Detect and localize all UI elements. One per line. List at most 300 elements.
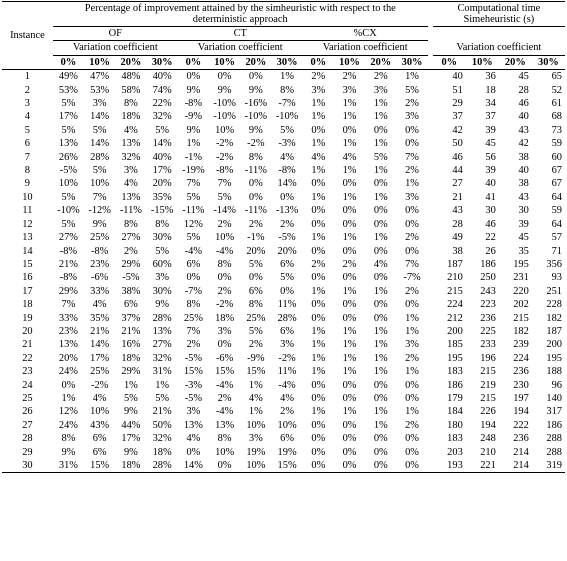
ct-cell: -8% <box>184 98 203 110</box>
ct-cell: -16% <box>244 98 268 110</box>
cx-cell: 1% <box>311 165 326 177</box>
time-cell: 27 <box>452 178 463 190</box>
ct-cell: 20% <box>246 245 266 257</box>
ct-cell: -11% <box>182 205 205 217</box>
ct-cell: 5% <box>186 191 201 203</box>
instance-cell: 10 <box>22 191 33 203</box>
of-cell: 40% <box>152 71 172 83</box>
time-cell: 236 <box>480 312 496 324</box>
ct-cell: -6% <box>215 352 234 364</box>
level-of-20: 20% <box>115 55 146 69</box>
cx-cell: 0% <box>342 245 357 257</box>
instance-cell: 15 <box>22 258 33 270</box>
cx-cell: 2% <box>311 258 326 270</box>
cx-cell: 4% <box>373 258 388 270</box>
ct-cell: -11% <box>244 165 267 177</box>
ct-cell: 0% <box>248 191 263 203</box>
cx-cell: 2% <box>311 71 326 83</box>
cx-cell: 0% <box>405 446 419 458</box>
level-ct-20: 20% <box>240 55 271 69</box>
cx-cell: 0% <box>373 124 388 136</box>
time-cell: 36 <box>485 71 496 83</box>
cx-cell: 3% <box>373 84 388 96</box>
cx-cell: 1% <box>373 352 388 364</box>
time-cell: 182 <box>546 312 562 324</box>
of-cell: 3% <box>123 165 138 177</box>
level-cx-20: 20% <box>365 55 396 69</box>
ct-cell: -8% <box>278 165 296 177</box>
time-cell: 28 <box>518 84 529 96</box>
cx-cell: 1% <box>342 325 357 337</box>
instance-cell: 17 <box>22 285 33 297</box>
cx-cell: -7% <box>403 272 421 284</box>
of-cell: 32% <box>152 352 172 364</box>
cx-cell: 0% <box>405 138 419 150</box>
instance-cell: 6 <box>24 138 30 150</box>
cx-cell: 0% <box>373 433 388 445</box>
computational-time-title: Computational time Simeheuristic (s) <box>433 2 565 27</box>
instance-cell: 18 <box>22 299 33 311</box>
instance-cell: 23 <box>22 366 33 378</box>
improvement-title: Percentage of improvement attained by the simheuristic with respect to the deterministic approach <box>53 2 428 27</box>
of-cell: 22% <box>152 98 172 110</box>
of-cell: 6% <box>92 433 107 445</box>
of-cell: -10% <box>57 205 80 217</box>
ct-cell: 11% <box>277 366 297 378</box>
time-cell: 39 <box>485 124 496 136</box>
cx-cell: 1% <box>342 191 357 203</box>
cx-cell: 1% <box>342 339 357 351</box>
ct-cell: 9% <box>248 84 263 96</box>
time-cell: 60 <box>551 151 562 163</box>
instance-cell: 9 <box>24 178 30 190</box>
time-cell: 203 <box>447 446 463 458</box>
time-cell: 239 <box>513 339 529 351</box>
time-cell: 319 <box>532 459 565 473</box>
cx-cell: 1% <box>342 406 357 418</box>
cx-cell: 1% <box>311 98 326 110</box>
ct-cell: 2% <box>217 285 232 297</box>
of-cell: 18% <box>121 352 141 364</box>
time-cell: 50 <box>452 138 463 150</box>
cx-cell: 0% <box>373 245 388 257</box>
cx-cell: 2% <box>405 165 419 177</box>
of-cell: 28% <box>90 151 110 163</box>
instance-header: Instance <box>2 2 53 70</box>
time-cell: 188 <box>546 366 562 378</box>
cx-cell: 1% <box>342 111 357 123</box>
level-of-10: 10% <box>84 55 115 69</box>
of-cell: 26% <box>58 151 78 163</box>
time-cell: 44 <box>452 165 463 177</box>
of-cell: 24% <box>58 366 78 378</box>
time-cell: 37 <box>452 111 463 123</box>
ct-cell: 10% <box>215 232 235 244</box>
of-cell: 30% <box>152 232 172 244</box>
of-cell: 2% <box>123 245 138 257</box>
cx-cell: 1% <box>373 111 388 123</box>
cx-cell: 1% <box>373 366 388 378</box>
table-header <box>2 2 565 70</box>
time-cell: 195 <box>447 352 463 364</box>
instance-cell: 2 <box>24 84 30 96</box>
ct-cell: 15% <box>271 459 302 473</box>
of-cell: 40% <box>152 151 172 163</box>
time-cell: 202 <box>513 299 529 311</box>
variation-coefficient-ct: Variation coefficient <box>178 41 303 55</box>
cx-cell: 7% <box>405 258 419 270</box>
ct-cell: -13% <box>275 205 299 217</box>
time-cell: 71 <box>551 245 562 257</box>
cx-cell: 0% <box>405 245 419 257</box>
of-cell: 33% <box>58 312 78 324</box>
time-cell: 194 <box>513 406 529 418</box>
of-cell: 32% <box>152 111 172 123</box>
of-cell: 5% <box>61 124 76 136</box>
level-time-20: 20% <box>499 55 532 69</box>
time-cell: 210 <box>447 272 463 284</box>
ct-cell: 5% <box>186 232 201 244</box>
of-cell: 60% <box>152 258 172 270</box>
ct-cell: 15% <box>246 366 266 378</box>
instance-cell: 4 <box>24 111 30 123</box>
time-cell: 184 <box>447 406 463 418</box>
ct-cell: 25% <box>246 312 266 324</box>
table-row <box>2 151 565 164</box>
table-row <box>2 459 565 473</box>
cx-cell: 1% <box>342 165 357 177</box>
time-cell: 288 <box>546 433 562 445</box>
ct-cell: 0% <box>217 272 232 284</box>
of-cell: 1% <box>61 392 76 404</box>
ct-cell: -14% <box>213 205 236 217</box>
time-cell: 224 <box>513 352 529 364</box>
cx-cell: 2% <box>405 232 419 244</box>
ct-cell: -8% <box>215 165 234 177</box>
ct-cell: 6% <box>280 433 294 445</box>
instance-cell: 24 <box>22 379 33 391</box>
cx-cell: 0% <box>311 178 326 190</box>
cx-cell: 4% <box>311 151 326 163</box>
time-cell: 219 <box>480 379 496 391</box>
time-cell: 73 <box>551 124 562 136</box>
ct-cell: 0% <box>186 71 201 83</box>
of-cell: 5% <box>92 165 107 177</box>
ct-cell: -10% <box>244 111 268 123</box>
ct-cell: -10% <box>213 98 236 110</box>
of-cell: 1% <box>123 379 138 391</box>
cx-cell: 1% <box>311 352 326 364</box>
of-cell: 18% <box>121 111 141 123</box>
of-cell: 7% <box>92 191 107 203</box>
of-cell: 10% <box>58 178 78 190</box>
of-cell: 53% <box>58 84 78 96</box>
instance-cell: 5 <box>24 124 30 136</box>
ct-cell: 15% <box>183 366 203 378</box>
level-ct-30: 30% <box>271 55 302 69</box>
ct-cell: 3% <box>248 433 263 445</box>
table-row <box>2 231 565 244</box>
ct-cell: 2% <box>280 406 294 418</box>
ct-cell: 25% <box>183 312 203 324</box>
time-cell: 186 <box>480 258 496 270</box>
time-cell: 35 <box>518 245 529 257</box>
level-cx-10: 10% <box>334 55 365 69</box>
of-cell: 8% <box>155 218 170 230</box>
time-cell: 215 <box>480 366 496 378</box>
time-cell: 30 <box>485 205 496 217</box>
ct-cell: 13% <box>183 419 203 431</box>
cx-cell: 1% <box>405 178 419 190</box>
of-cell: 9% <box>92 218 107 230</box>
variation-coefficient-cx: Variation coefficient <box>303 41 428 55</box>
cx-cell: 0% <box>311 312 326 324</box>
cx-cell: 2% <box>342 258 357 270</box>
of-cell: 37% <box>121 312 141 324</box>
ct-cell: 28% <box>277 312 297 324</box>
level-ct-10: 10% <box>209 55 240 69</box>
ct-cell: -4% <box>215 406 234 418</box>
time-cell: 67 <box>551 178 562 190</box>
instance-cell: 20 <box>22 325 33 337</box>
cx-cell: 2% <box>405 419 419 431</box>
of-cell: 4% <box>92 299 107 311</box>
of-cell: 28% <box>147 459 178 473</box>
ct-cell: 19% <box>246 446 266 458</box>
time-cell: 46 <box>485 218 496 230</box>
of-cell: 5% <box>155 392 170 404</box>
table-row <box>2 392 565 405</box>
of-cell: 15% <box>84 459 115 473</box>
table-row <box>2 352 565 365</box>
ct-cell: 10% <box>240 459 271 473</box>
time-cell: 231 <box>513 272 529 284</box>
ct-cell: -10% <box>275 111 299 123</box>
of-cell: 9% <box>123 446 138 458</box>
time-cell: 29 <box>452 98 463 110</box>
cx-cell: 0% <box>342 205 357 217</box>
ct-cell: -10% <box>213 111 236 123</box>
cx-cell: 0% <box>311 205 326 217</box>
time-cell: 21 <box>452 191 463 203</box>
of-cell: 5% <box>61 191 76 203</box>
of-cell: 6% <box>92 446 107 458</box>
instance-cell: 3 <box>24 98 30 110</box>
cx-cell: 0% <box>342 419 357 431</box>
of-cell: 21% <box>121 325 141 337</box>
cx-cell: 0% <box>373 312 388 324</box>
table-row <box>2 204 565 217</box>
time-cell: 59 <box>551 205 562 217</box>
ct-cell: 10% <box>215 446 235 458</box>
cx-cell: 1% <box>311 191 326 203</box>
of-cell: 21% <box>90 325 110 337</box>
ct-cell: 8% <box>280 84 294 96</box>
ct-cell: 10% <box>277 419 297 431</box>
time-cell: 223 <box>480 299 496 311</box>
level-time-0: 0% <box>433 55 466 69</box>
table-row <box>2 405 565 418</box>
table-row <box>2 97 565 110</box>
of-cell: -15% <box>150 205 174 217</box>
ct-cell: 5% <box>280 272 294 284</box>
variation-coefficient-of: Variation coefficient <box>53 41 178 55</box>
cx-cell: 0% <box>342 433 357 445</box>
table-row <box>2 325 565 338</box>
ct-cell: -1% <box>247 232 265 244</box>
ct-cell: -9% <box>247 352 265 364</box>
ct-cell: 0% <box>280 285 294 297</box>
of-cell: 5% <box>61 98 76 110</box>
of-cell: -5% <box>59 165 78 177</box>
cx-cell: 1% <box>405 366 419 378</box>
cx-cell: 1% <box>373 98 388 110</box>
of-cell: 14% <box>90 138 110 150</box>
ct-cell: 5% <box>217 191 232 203</box>
cx-cell: 1% <box>311 339 326 351</box>
time-cell: 38 <box>452 245 463 257</box>
ct-cell: -2% <box>278 352 296 364</box>
time-cell: 220 <box>513 285 529 297</box>
time-cell: 43 <box>452 205 463 217</box>
time-cell: 221 <box>466 459 499 473</box>
percent-levels-row <box>2 55 565 69</box>
cx-cell: 0% <box>373 205 388 217</box>
cx-cell: 2% <box>405 98 419 110</box>
cx-cell: 2% <box>373 71 388 83</box>
time-cell: 215 <box>513 312 529 324</box>
of-cell: 21% <box>152 406 172 418</box>
of-cell: 20% <box>58 352 78 364</box>
instance-cell: 29 <box>22 446 33 458</box>
time-cell: 233 <box>480 339 496 351</box>
of-cell: 13% <box>152 325 172 337</box>
table-row <box>2 110 565 123</box>
time-cell: 182 <box>513 325 529 337</box>
of-cell: -6% <box>91 272 109 284</box>
cx-cell: 1% <box>311 406 326 418</box>
instance-cell: 28 <box>22 433 33 445</box>
of-cell: 48% <box>121 71 141 83</box>
of-cell: 43% <box>90 419 110 431</box>
time-cell: 38 <box>518 178 529 190</box>
cx-cell: 1% <box>373 232 388 244</box>
of-cell: 17% <box>58 111 78 123</box>
of-cell: 23% <box>58 325 78 337</box>
ct-cell: 5% <box>248 325 263 337</box>
ct-cell: 2% <box>217 218 232 230</box>
cx-cell: 0% <box>311 379 326 391</box>
of-cell: 50% <box>152 419 172 431</box>
of-cell: 3% <box>92 98 107 110</box>
instance-cell: 11 <box>22 205 33 217</box>
time-cell: 46 <box>518 98 529 110</box>
time-cell: 193 <box>433 459 466 473</box>
of-cell: 5% <box>92 124 107 136</box>
time-cell: 215 <box>480 392 496 404</box>
of-cell: -8% <box>91 245 109 257</box>
ct-cell: 14% <box>277 178 297 190</box>
table-row <box>2 164 565 177</box>
ct-cell: -4% <box>215 379 234 391</box>
ct-cell: 4% <box>280 151 294 163</box>
time-cell: 96 <box>551 379 562 391</box>
cx-cell: 1% <box>311 138 326 150</box>
ct-cell: 6% <box>280 325 294 337</box>
cx-cell: 0% <box>405 379 419 391</box>
of-cell: 29% <box>121 366 141 378</box>
level-cx-0: 0% <box>303 55 334 69</box>
ct-cell: 3% <box>217 325 232 337</box>
of-cell: 13% <box>58 339 78 351</box>
ct-cell: 11% <box>277 299 297 311</box>
ct-cell: 2% <box>186 339 201 351</box>
ct-cell: 9% <box>186 84 201 96</box>
time-cell: 197 <box>513 392 529 404</box>
instance-cell: 16 <box>22 272 33 284</box>
cx-cell: 1% <box>311 232 326 244</box>
cx-cell: 0% <box>342 299 357 311</box>
table-row <box>2 271 565 284</box>
ct-cell: -9% <box>184 111 203 123</box>
cx-cell: 1% <box>311 285 326 297</box>
time-cell: 179 <box>447 392 463 404</box>
cx-cell: 0% <box>373 392 388 404</box>
ct-cell: 8% <box>248 299 263 311</box>
cx-cell: 2% <box>405 285 419 297</box>
results-table <box>2 1 565 473</box>
ct-cell: -5% <box>278 232 296 244</box>
of-cell: 5% <box>155 124 170 136</box>
ct-cell: 9% <box>217 84 232 96</box>
of-cell: 9% <box>155 299 170 311</box>
table-row <box>2 338 565 351</box>
cx-cell: 1% <box>342 366 357 378</box>
time-cell: 42 <box>518 138 529 150</box>
ct-cell: 6% <box>186 258 201 270</box>
time-cell: 187 <box>447 258 463 270</box>
cx-cell: 3% <box>311 84 326 96</box>
ct-cell: 1% <box>248 406 263 418</box>
ct-cell: 3% <box>186 406 201 418</box>
of-cell: 32% <box>121 151 141 163</box>
time-cell: 194 <box>480 419 496 431</box>
level-ct-0: 0% <box>178 55 209 69</box>
time-cell: 43 <box>518 124 529 136</box>
time-cell: 42 <box>452 124 463 136</box>
time-cell: 38 <box>518 151 529 163</box>
cx-cell: 0% <box>373 446 388 458</box>
cx-cell: 0% <box>342 178 357 190</box>
of-cell: 13% <box>58 138 78 150</box>
time-cell: 196 <box>480 352 496 364</box>
cx-cell: 1% <box>373 419 388 431</box>
ct-cell: 10% <box>246 419 266 431</box>
time-cell: 200 <box>447 325 463 337</box>
of-cell: 13% <box>121 191 141 203</box>
cx-cell: 3% <box>342 84 357 96</box>
ct-cell: -3% <box>278 138 296 150</box>
cx-cell: 1% <box>373 138 388 150</box>
cx-cell: 0% <box>342 272 357 284</box>
ct-cell: 12% <box>183 218 203 230</box>
of-cell: 23% <box>90 258 110 270</box>
cx-cell: 0% <box>342 312 357 324</box>
cx-cell: 1% <box>373 165 388 177</box>
group-of: OF <box>53 27 178 41</box>
ct-cell: 7% <box>186 325 201 337</box>
cx-cell: 0% <box>311 419 326 431</box>
